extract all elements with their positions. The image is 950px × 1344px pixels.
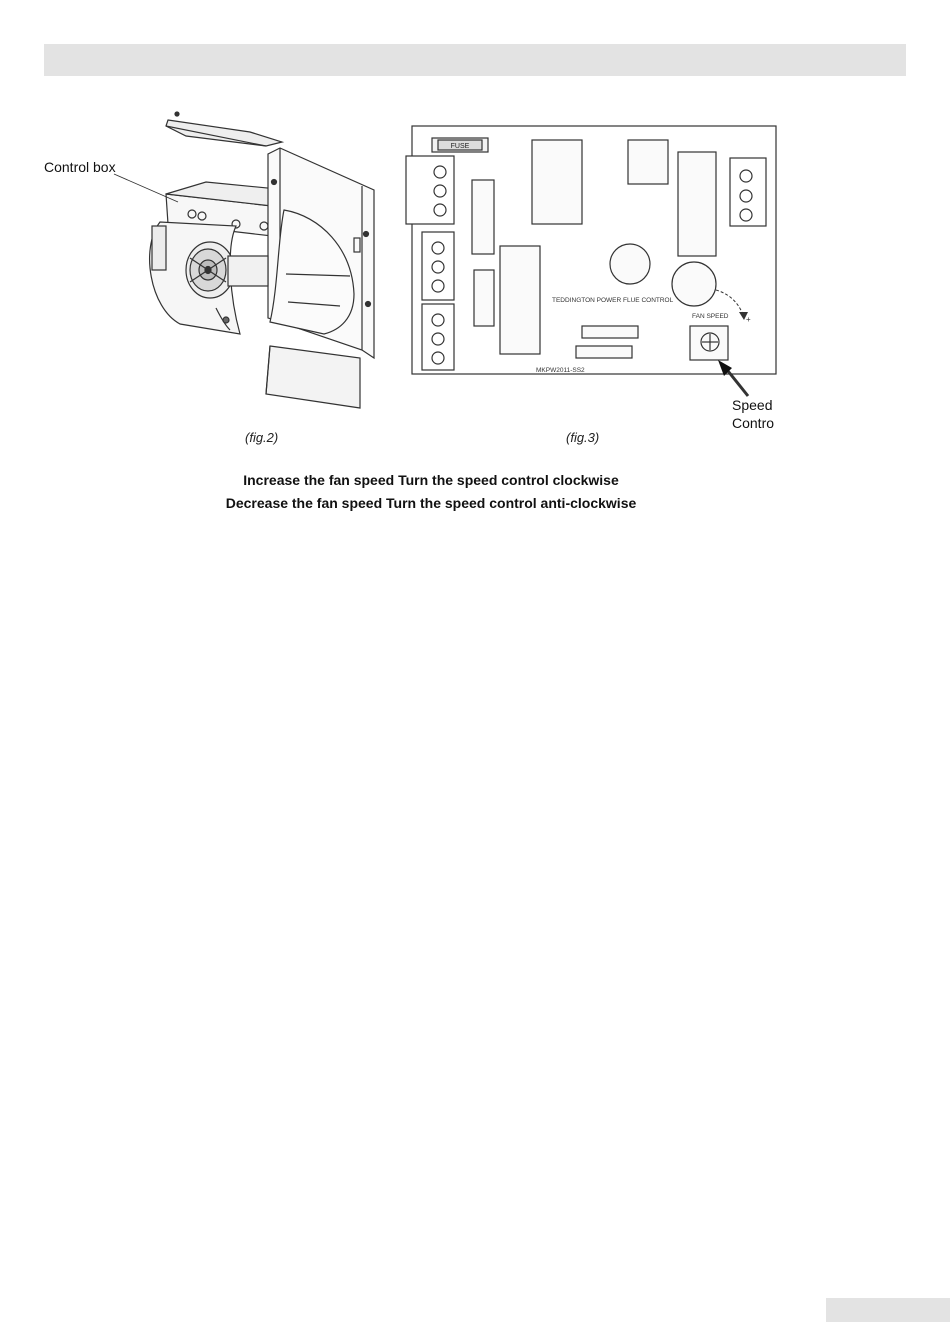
plus-sign: + (746, 315, 751, 324)
board-title-label: TEDDINGTON POWER FLUE CONTROL (552, 297, 674, 304)
control-box-label: Control box (44, 159, 116, 175)
speed-control-label-line2: Contro (732, 415, 775, 431)
fan-assembly-drawing (114, 112, 374, 408)
footer-page-tab (826, 1298, 950, 1322)
board-code-label: MKPW2011-SS2 (536, 367, 585, 374)
figure-area (40, 98, 782, 514)
illustration-svg (40, 98, 782, 514)
instruction-decrease: Decrease the fan speed Turn the speed control anti-clockwise (225, 495, 637, 511)
speed-control-label-line1: Speed (732, 397, 773, 413)
control-board-drawing (406, 126, 776, 396)
fig2-caption: (fig.2) (245, 430, 279, 445)
fan-speed-label: FAN SPEED (692, 313, 729, 320)
instruction-increase: Increase the fan speed Turn the speed control clockwise (243, 472, 619, 488)
header-bar (44, 44, 906, 76)
fuse-label: FUSE (450, 143, 470, 150)
fig3-caption: (fig.3) (566, 430, 600, 445)
